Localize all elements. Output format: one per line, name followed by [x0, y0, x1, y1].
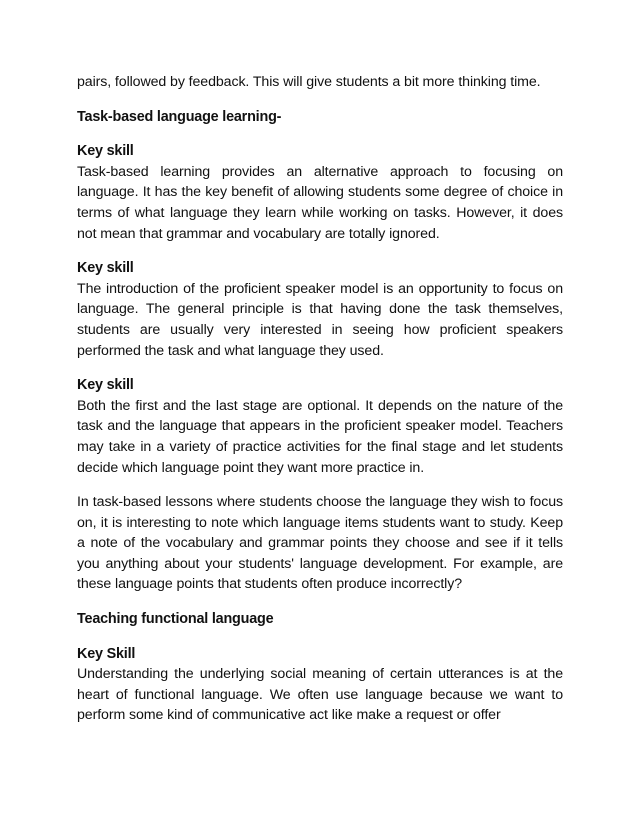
- closing-paragraph: In task-based lessons where students choose the language they wish to focus on, it is interesting to note which language items students want to study. Keep a note of the vocabulary and grammar points they choose and see if it tells you anything about your students' language development. For example, are these language points that students often produce incorrectly?: [77, 494, 563, 593]
- key-skill-block-4: [77, 644, 563, 726]
- section-title-functional: Teaching functional language: [77, 611, 274, 628]
- key-skill-text-4: Understanding the underlying social meaning of certain utterances is at the heart of functional language. We often use language because we want to perform some kind of communicative act like make a request or offer: [77, 666, 563, 724]
- key-skill-text-1: Task-based learning provides an alternative approach to focusing on language. It has the key benefit of allowing students some degree of choice in terms of what language they learn while working on tasks. However, it does not mean that grammar and vocabulary are totally ignored.: [77, 163, 563, 242]
- section-title-task-based: Task-based language learning-: [77, 108, 282, 125]
- key-skill-label-1: Key skill: [77, 143, 134, 160]
- key-skill-block-3: [77, 375, 563, 478]
- key-skill-label-3: Key skill: [77, 377, 134, 394]
- key-skill-block-1: [77, 141, 563, 244]
- key-skill-text-2: The introduction of the proficient speaker model is an opportunity to focus on language. The general principle is that having done the task themselves, students are usually very interested in seeing how proficient speakers performed the task and what language they used.: [77, 280, 563, 359]
- intro-block: [77, 72, 563, 93]
- key-skill-block-2: [77, 258, 563, 361]
- section-functional-title-block: [77, 609, 563, 630]
- section-task-based-title-block: [77, 107, 563, 128]
- intro-paragraph: pairs, followed by feedback. This will give students a bit more thinking time.: [77, 74, 541, 90]
- key-skill-text-3: Both the first and the last stage are optional. It depends on the nature of the task and the language that appears in the proficient speaker model. Teachers may take in a variety of practice activities for the final stage and let students decide which language point they want more practice in.: [77, 397, 563, 476]
- key-skill-label-4: Key Skill: [77, 645, 136, 662]
- key-skill-label-2: Key skill: [77, 260, 134, 277]
- closing-block: [77, 492, 563, 595]
- document-page: [77, 72, 563, 740]
